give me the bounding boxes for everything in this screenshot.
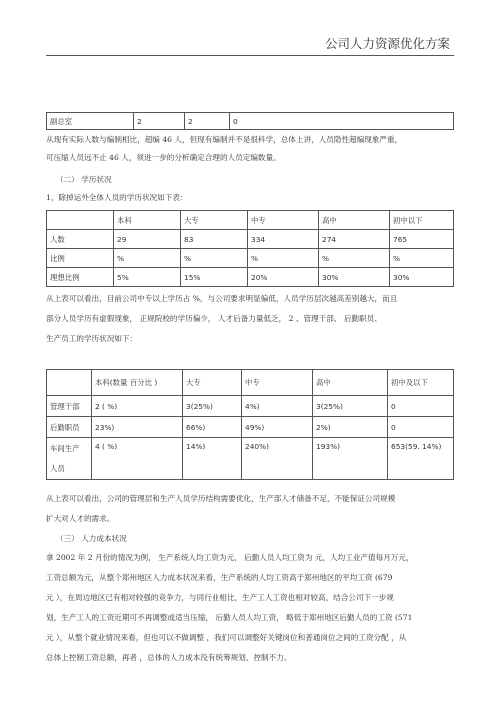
table-cell: % bbox=[319, 249, 390, 268]
table-cell: 765 bbox=[390, 230, 454, 249]
header-rule bbox=[46, 55, 454, 56]
paragraph-line: 总体上控制工资总额，再者 ，总体的人力成本没有统筹规划，控制不力。 bbox=[46, 653, 292, 662]
table-cell: 30% bbox=[390, 268, 454, 287]
table-cell: 2 bbox=[185, 113, 230, 130]
table-row bbox=[47, 268, 454, 287]
table-cell: 理想比例 bbox=[47, 268, 114, 287]
paragraph-line: 生产员工的学历状况如下： bbox=[46, 334, 138, 343]
table-cell: 3(25%) bbox=[183, 396, 242, 417]
table-cell: 4%) bbox=[242, 396, 313, 417]
table-cell: 29 bbox=[114, 230, 181, 249]
section-title: （二） 学历状况 bbox=[56, 175, 112, 184]
table-cell: 本科(数量 百分比 ) bbox=[92, 370, 183, 396]
table-row bbox=[47, 396, 454, 417]
paragraph-line: 工资总额为元，从整个郑州地区人力成本状况来看，生产系统的人均工资高于郑州地区的平均工资 (679 bbox=[46, 573, 393, 582]
table-cell: 66%) bbox=[183, 417, 242, 438]
paragraph-line: 可压缩人员远不止 46 人，须进一步的分析确定合理的人员定编数量。 bbox=[46, 153, 281, 162]
paragraph-line: 元 ），在周边地区已有相对较强的竞争力，与同行业相比，生产工人工资也相对较高，结合公司下一步规 bbox=[46, 593, 394, 602]
staffing-table bbox=[46, 112, 454, 130]
table-cell: 4 ( %) bbox=[92, 438, 183, 480]
table-cell: 3(25%) bbox=[313, 396, 388, 417]
table-cell: 2%) bbox=[313, 417, 388, 438]
table-cell: 653(59. 14%) bbox=[388, 438, 454, 480]
table-cell: 本科 bbox=[114, 211, 181, 230]
paragraph-line: 拿 2002 年 2 月份的情况为例， 生产系统人均工资为元， 后勤人员人均工资为 元，人均工业产值每月万元， bbox=[46, 553, 414, 562]
table-cell: 管理干部 bbox=[47, 396, 92, 417]
paragraph-line: 从上表可以看出，目前公司中专以上学历占 %，与公司要求明显偏低，人员学历层次越高差别越大，而且 bbox=[46, 294, 398, 303]
header-title: 公司人力资源优化方案 bbox=[324, 36, 450, 51]
paragraph-line: 部分人员学历有虚假现象， 正规院校的学历偏少， 人才后备力量低乏， 2 、管理干部、 后勤职员、 bbox=[46, 314, 382, 323]
table-cell: 23%) bbox=[92, 417, 183, 438]
table-cell: 中专 bbox=[242, 370, 313, 396]
table-row bbox=[47, 438, 454, 480]
table-header-row bbox=[47, 211, 454, 230]
table-cell: % bbox=[390, 249, 454, 268]
table-cell: % bbox=[248, 249, 319, 268]
table-cell: 中专 bbox=[248, 211, 319, 230]
table-cell: 人数 bbox=[47, 230, 114, 249]
paragraph-line: 从现有实际人数与编制相比，超编 46 人，但现有编制并不是很科学，总体上讲，人员隐性超编现象严重， bbox=[46, 135, 403, 144]
table-cell: 初中及以下 bbox=[388, 370, 454, 396]
table-cell bbox=[47, 211, 114, 230]
paragraph-line: 扩大对人才的需求。 bbox=[46, 514, 115, 523]
education-by-role-table bbox=[46, 369, 454, 480]
table-cell: 30% bbox=[319, 268, 390, 287]
paragraph-line: 划，生产工人的工资近期可不再调整或适当压缩， 后勤人员人均工资， 略低于郑州地区后勤人员的工资 (571 bbox=[46, 613, 413, 622]
table-cell: 初中以下 bbox=[390, 211, 454, 230]
table-cell: 比例 bbox=[47, 249, 114, 268]
table-cell: 240%) bbox=[242, 438, 313, 480]
table-cell: 后勤职员 bbox=[47, 417, 92, 438]
table-cell: 0 bbox=[230, 113, 454, 130]
table-cell: 2 bbox=[134, 113, 185, 130]
table-header-row bbox=[47, 370, 454, 396]
table-cell: 高中 bbox=[313, 370, 388, 396]
table-cell: 车间生产 人员 bbox=[47, 438, 92, 480]
paragraph-line: 从上表可以看出，公司的管理层和生产人员学历结构需要优化，生产部人才储备不足，不能保证公司规模 bbox=[46, 494, 396, 503]
table-cell: 大专 bbox=[181, 211, 248, 230]
table-cell: 274 bbox=[319, 230, 390, 249]
table-cell: % bbox=[114, 249, 181, 268]
table-cell: 0 bbox=[388, 417, 454, 438]
table-row bbox=[47, 230, 454, 249]
table-cell: 2 ( %) bbox=[92, 396, 183, 417]
table-cell: 大专 bbox=[183, 370, 242, 396]
table-cell: 193%) bbox=[313, 438, 388, 480]
table-cell: 83 bbox=[181, 230, 248, 249]
section-item: 1、除掉运外全体人员的学历状况如下表： bbox=[46, 193, 188, 202]
table-cell: 334 bbox=[248, 230, 319, 249]
table-cell: 49%) bbox=[242, 417, 313, 438]
table-cell: 5% bbox=[114, 268, 181, 287]
section-title: （三） 人力成本状况 bbox=[56, 534, 127, 543]
table-cell bbox=[47, 370, 92, 396]
table-cell: 14%) bbox=[183, 438, 242, 480]
table-cell: 15% bbox=[181, 268, 248, 287]
table-row bbox=[47, 417, 454, 438]
table-cell: % bbox=[181, 249, 248, 268]
table-cell: 0 bbox=[388, 396, 454, 417]
education-table bbox=[46, 210, 454, 287]
table-cell: 高中 bbox=[319, 211, 390, 230]
table-cell: 20% bbox=[248, 268, 319, 287]
table-row bbox=[47, 249, 454, 268]
table-cell: 副总室 bbox=[47, 113, 134, 130]
table-row bbox=[47, 113, 454, 130]
paragraph-line: 元 ），从整个就业情况来看，但也可以不做调整 ，我们可以调整好关键岗位和普通岗位之间的工资分配 ，从 bbox=[46, 633, 407, 642]
